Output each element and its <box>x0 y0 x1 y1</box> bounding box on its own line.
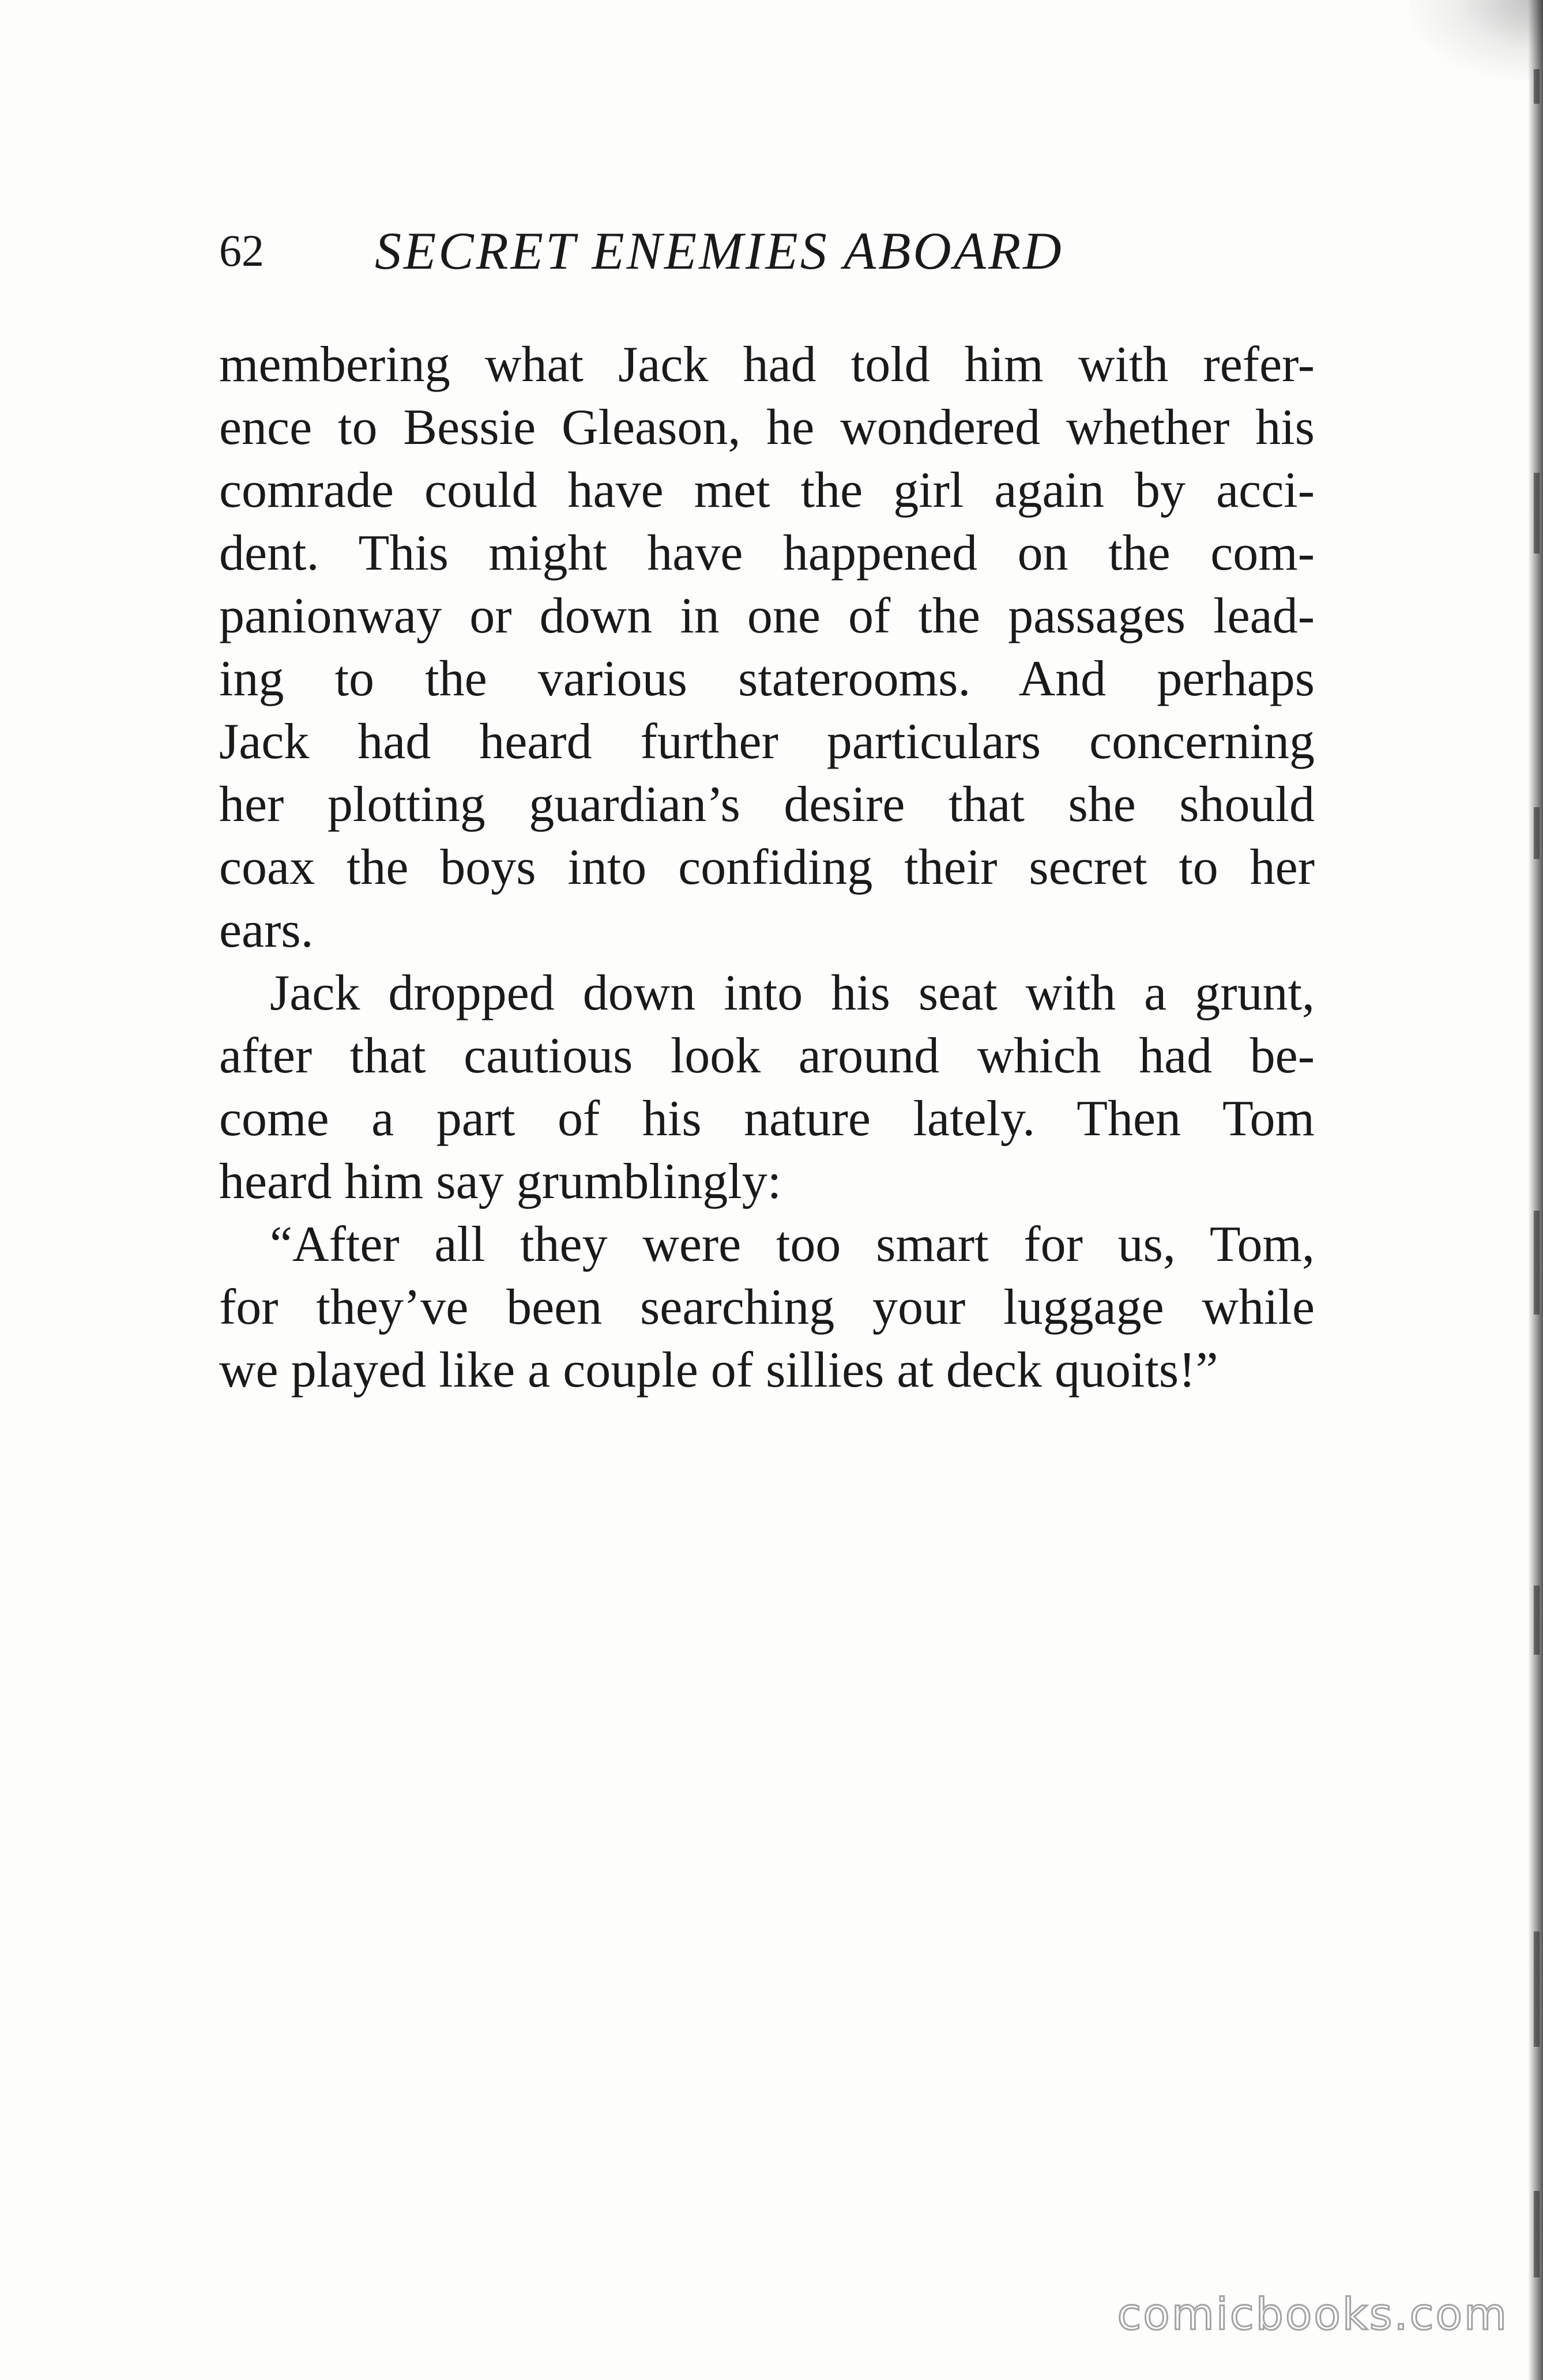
gutter-speck <box>1534 1931 1540 2047</box>
gutter-speck <box>1534 807 1540 859</box>
text-line: comrade could have met the girl again by acci- <box>219 462 1315 518</box>
text-line: after that cautious look around which had be- <box>219 1028 1315 1084</box>
text-line: her plotting guardian’s desire that she should <box>219 777 1315 833</box>
text-line: ears. <box>219 902 314 958</box>
scan-corner-shadow <box>1410 0 1543 81</box>
page-number: 62 <box>219 225 264 276</box>
text-line: for they’ve been searching your luggage while <box>219 1279 1315 1335</box>
gutter-speck <box>1534 69 1540 104</box>
text-line: Jack had heard further particulars concerning <box>219 714 1315 770</box>
gutter-speck <box>1534 1586 1540 1655</box>
text-line: membering what Jack had told him with refer- <box>219 337 1315 393</box>
running-title: SECRET ENEMIES ABOARD <box>375 221 1064 280</box>
text-line: ing to the various staterooms. And perhaps <box>219 651 1315 707</box>
text-line: Jack dropped down into his seat with a grunt, <box>270 965 1315 1021</box>
text-line: panionway or down in one of the passages lead- <box>219 588 1315 644</box>
gutter-speck <box>1534 1211 1540 1315</box>
body-text <box>219 333 1315 1402</box>
text-line: ence to Bessie Gleason, he wondered whether his <box>219 400 1315 455</box>
text-line: coax the boys into confiding their secret to her <box>219 839 1315 895</box>
gutter-speck <box>1534 2191 1540 2277</box>
text-line: we played like a couple of sillies at deck quoits!” <box>219 1342 1218 1398</box>
gutter-speck <box>1534 473 1540 553</box>
text-line: dent. This might have happened on the com- <box>219 525 1315 581</box>
text-line: come a part of his nature lately. Then Tom <box>219 1091 1315 1147</box>
text-line: heard him say grumblingly: <box>219 1154 782 1210</box>
watermark: comicbooks.com <box>1117 2288 1508 2340</box>
text-line: “After all they were too smart for us, Tom, <box>270 1217 1315 1272</box>
running-head <box>219 222 1315 291</box>
scan-gutter-edge <box>1528 0 1543 2380</box>
